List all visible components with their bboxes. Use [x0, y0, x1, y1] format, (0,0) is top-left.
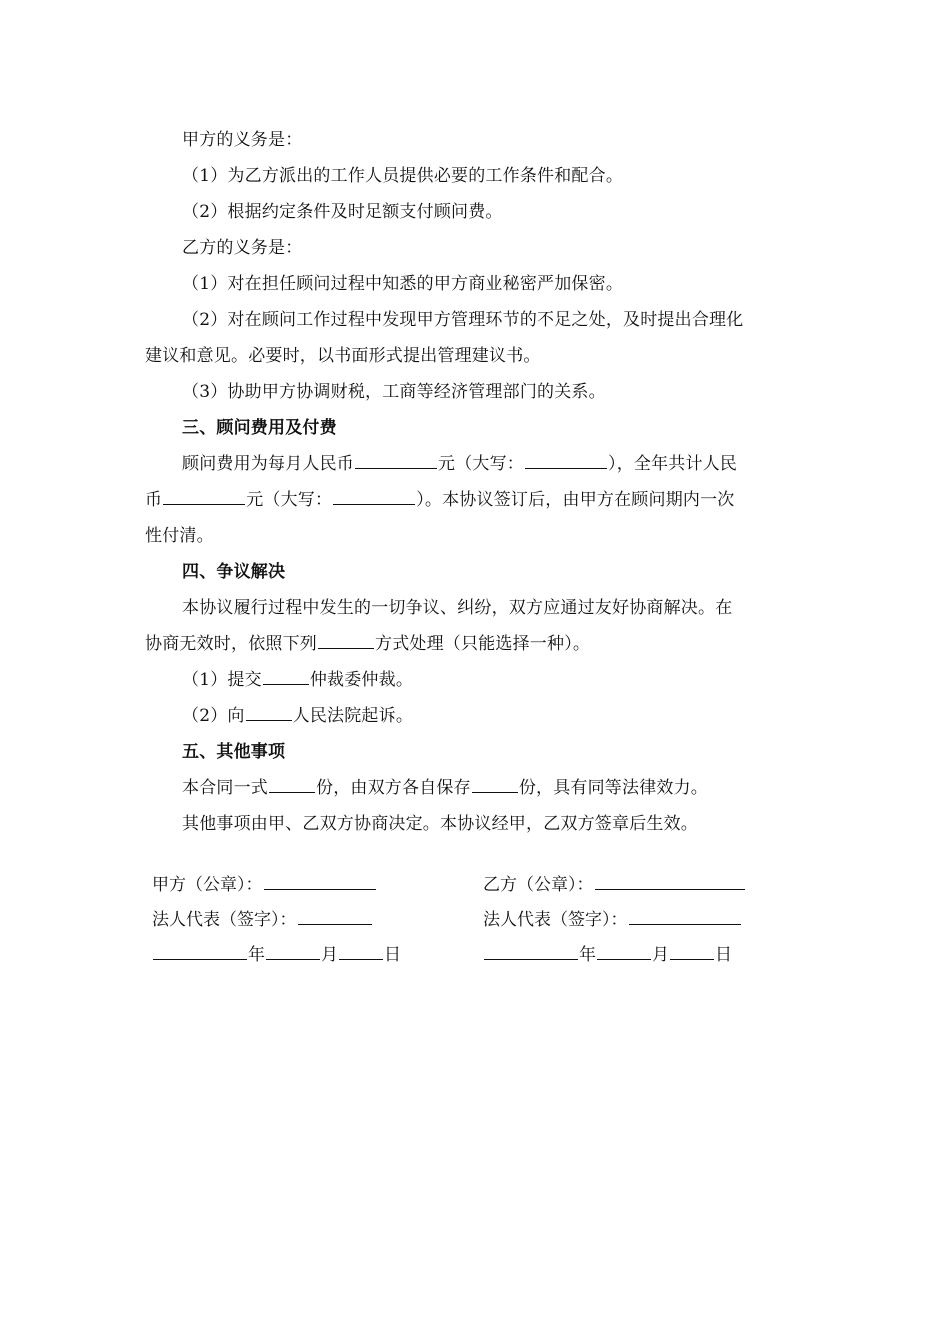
party-b-rep [483, 903, 742, 938]
party-a-seal-label: 甲方（公章）： [152, 875, 263, 895]
party-b-seal [483, 868, 746, 903]
party-b-day-blank[interactable] [670, 941, 714, 960]
option-1-text-a: （1）提交 [182, 670, 262, 690]
dispute-method-blank[interactable] [318, 630, 374, 649]
party-a-seal-blank[interactable] [264, 871, 376, 890]
party-a-rep-blank[interactable] [298, 906, 372, 925]
copies-text-b: 份，由双方各自保存 [316, 778, 471, 798]
option-2-text-b: 人民法院起诉。 [292, 706, 414, 726]
party-b-rep-blank[interactable] [629, 906, 741, 925]
monthly-fee-blank[interactable] [355, 450, 437, 469]
fee-text-f: ）。本协议签订后，由甲方在顾问期内一次 [416, 490, 735, 510]
party-b-year-blank[interactable] [484, 941, 578, 960]
party-b-seal-blank[interactable] [595, 871, 745, 890]
party-a-day-blank[interactable] [339, 941, 383, 960]
copies-total-blank[interactable] [269, 774, 315, 793]
party-a-year-label: 年 [248, 945, 265, 965]
party-a-year-blank[interactable] [153, 941, 247, 960]
dispute-option-1 [145, 662, 810, 698]
party-b-duties-heading: 乙方的义务是： [182, 238, 303, 258]
dispute-text-b: 方式处理（只能选择一种）。 [375, 634, 591, 654]
party-b-duty-3: （3）协助甲方协调财税，工商等经济管理部门的关系。 [182, 382, 606, 402]
party-b-year-label: 年 [579, 945, 596, 965]
party-a-month-blank[interactable] [266, 941, 320, 960]
representative-row [152, 903, 802, 938]
party-b-rep-label: 法人代表（签字）： [483, 910, 628, 930]
party-a-duties-heading: 甲方的义务是： [182, 130, 303, 150]
party-b-date [483, 938, 732, 973]
date-row [152, 938, 802, 973]
annual-fee-uppercase-blank[interactable] [333, 486, 415, 505]
party-b-month-label: 月 [652, 945, 669, 965]
party-b-duty-2-line2: 建议和意见。必要时，以书面形式提出管理建议书。 [145, 346, 541, 366]
party-b-duty-1: （1）对在担任顾问过程中知悉的甲方商业秘密严加保密。 [182, 274, 624, 294]
signature-block [152, 868, 802, 973]
fee-text-c: ），全年共计人民 [608, 454, 738, 474]
fee-text-b: 元（大写： [438, 454, 524, 474]
option-1-text-b: 仲裁委仲裁。 [309, 670, 414, 690]
dispute-line-2 [145, 626, 810, 662]
section-4-title: 四、争议解决 [182, 562, 286, 582]
party-a-rep-label: 法人代表（签字）： [152, 910, 297, 930]
copies-text-c: 份，具有同等法律效力。 [518, 778, 709, 798]
party-a-date [152, 938, 401, 973]
fee-line-3: 性付清。 [145, 526, 214, 546]
section-3-title: 三、顾问费用及付费 [182, 418, 337, 438]
copies-each-blank[interactable] [472, 774, 518, 793]
party-a-duty-1: （1）为乙方派出的工作人员提供必要的工作条件和配合。 [182, 166, 624, 186]
contract-body [145, 122, 810, 842]
party-a-month-label: 月 [321, 945, 338, 965]
dispute-text-a: 协商无效时，依照下列 [145, 634, 317, 654]
copies-text-a: 本合同一式 [182, 778, 268, 798]
annual-fee-blank[interactable] [163, 486, 245, 505]
option-2-text-a: （2）向 [182, 706, 245, 726]
court-blank[interactable] [246, 702, 292, 721]
party-a-day-label: 日 [384, 945, 401, 965]
fee-text-e: 元（大写： [246, 490, 333, 510]
fee-line-1 [145, 446, 810, 482]
fee-line-2 [145, 482, 810, 518]
party-b-seal-label: 乙方（公章）： [483, 875, 594, 895]
party-a-duty-2: （2）根据约定条件及时足额支付顾问费。 [182, 202, 503, 222]
section-5-title: 五、其他事项 [182, 742, 286, 762]
arbitration-blank[interactable] [263, 666, 309, 685]
monthly-fee-uppercase-blank[interactable] [525, 450, 607, 469]
dispute-line-1: 本协议履行过程中发生的一切争议、纠纷，双方应通过友好协商解决。在 [182, 598, 733, 618]
party-a-rep [152, 903, 373, 938]
party-a-seal [152, 868, 377, 903]
seal-row [152, 868, 802, 903]
party-b-month-blank[interactable] [597, 941, 651, 960]
copies-line [145, 770, 810, 806]
party-b-day-label: 日 [715, 945, 732, 965]
other-matters-line: 其他事项由甲、乙双方协商决定。本协议经甲，乙双方签章后生效。 [182, 814, 698, 834]
dispute-option-2 [145, 698, 810, 734]
party-b-duty-2-line1: （2）对在顾问工作过程中发现甲方管理环节的不足之处，及时提出合理化 [182, 310, 744, 330]
fee-text-d: 币 [145, 490, 163, 510]
fee-text-a: 顾问费用为每月人民币 [182, 454, 354, 474]
